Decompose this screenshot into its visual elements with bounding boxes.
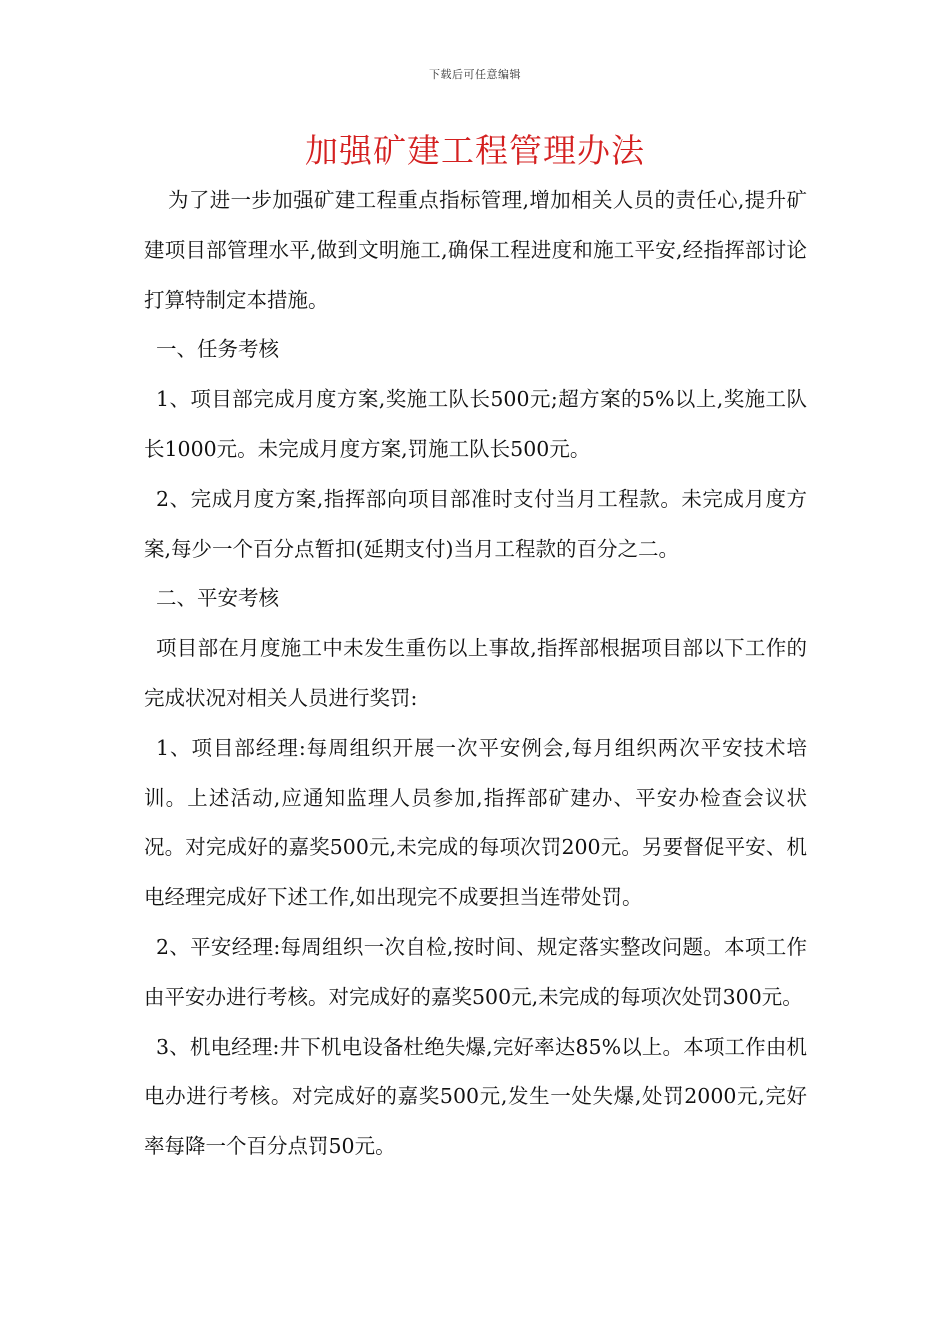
header-note: 下载后可任意编辑	[429, 68, 521, 81]
section-heading-task: 一、任务考核	[156, 337, 279, 362]
safety-item-2: 2、平安经理:每周组织一次自检,按时间、规定落实整改问题。本项工作由平安办进行考核。对完成好的嘉奖500元,未完成的每项次处罚300元。	[144, 934, 807, 1009]
safety-intro: 项目部在月度施工中未发生重伤以上事故,指挥部根据项目部以下工作的完成状况对相关人员进行奖罚:	[144, 636, 807, 710]
safety-item-1: 1、项目部经理:每周组织开展一次平安例会,每月组织两次平安技术培训。上述活动,应通知监理人员参加,指挥部矿建办、平安办检查会议状况。对完成好的嘉奖500元,未完成的每项次罚200元。另要督促平安、机电经理完成好下述工作,如出现完不成要担当连带处罚。	[144, 735, 807, 910]
task-item-1: 1、项目部完成月度方案,奖施工队长500元;超方案的5%以上,奖施工队长1000元。未完成月度方案,罚施工队长500元。	[144, 387, 807, 461]
task-item-2: 2、完成月度方案,指挥部向项目部准时支付当月工程款。未完成月度方案,每少一个百分点暂扣(延期支付)当月工程款的百分之二。	[144, 486, 807, 561]
section-heading-safety: 二、平安考核	[156, 586, 279, 611]
document-title: 加强矿建工程管理办法	[305, 131, 645, 170]
intro-paragraph: 为了进一步加强矿建工程重点指标管理,增加相关人员的责任心,提升矿建项目部管理水平,做到文明施工,确保工程进度和施工平安,经指挥部讨论打算特制定本措施。	[144, 188, 807, 312]
document-body	[144, 176, 807, 1172]
safety-item-3: 3、机电经理:井下机电设备杜绝失爆,完好率达85%以上。本项工作由机电办进行考核。对完成好的嘉奖500元,发生一处失爆,处罚2000元,完好率每降一个百分点罚50元。	[144, 1034, 807, 1159]
